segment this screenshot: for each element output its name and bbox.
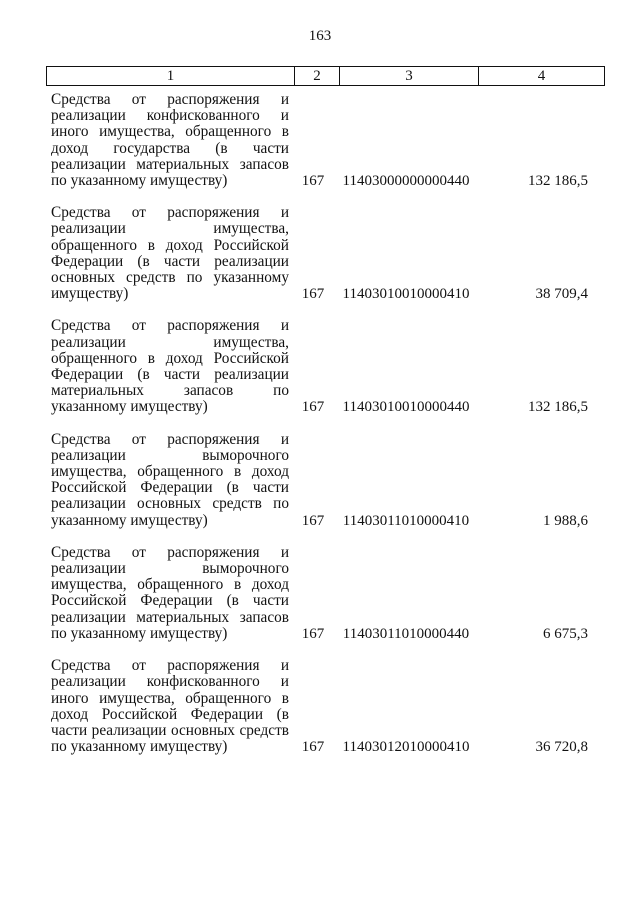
- table-body: [46, 92, 600, 771]
- row-description: Средства от распоряжения и реализации выморочного имущества, обращенного в доход Российской Федерации (в части реализации материальных запасов по указанному имуществу): [51, 543, 289, 642]
- header-col-3: 3: [340, 67, 479, 86]
- row-amount: 132 186,5: [528, 399, 588, 416]
- row-description: Средства от распоряжения и реализации конфискованного и иного имущества, обращенного в доход государства (в части реализации материальных запасов по указанному имуществу): [51, 91, 289, 190]
- row-budget-code: 11403000000000440: [342, 173, 470, 190]
- row-admin-code: 167: [301, 625, 325, 642]
- row-budget-code: 11403010010000440: [342, 399, 470, 416]
- row-description: Средства от распоряжения и реализации выморочного имущества, обращенного в доход Российской Федерации (в части реализации основных средств по указанному имуществу): [51, 430, 289, 529]
- table-header: [46, 66, 605, 86]
- row-amount: 38 709,4: [535, 286, 588, 303]
- row-amount: 1 988,6: [543, 512, 588, 529]
- row-admin-code: 167: [301, 399, 325, 416]
- table-row: [46, 432, 600, 529]
- row-description: Средства от распоряжения и реализации имущества, обращенного в доход Российской Федерации (в части реализации основных средств по указанному имуществу): [51, 204, 289, 303]
- table-row: [46, 92, 600, 189]
- row-amount: 132 186,5: [528, 173, 588, 190]
- row-admin-code: 167: [301, 739, 325, 756]
- header-col-1: 1: [47, 67, 295, 86]
- row-amount: 36 720,8: [535, 739, 588, 756]
- table-row: [46, 658, 600, 755]
- row-admin-code: 167: [301, 286, 325, 303]
- table-row: [46, 545, 600, 642]
- table-row: [46, 318, 600, 415]
- row-budget-code: 11403012010000410: [342, 739, 470, 756]
- row-admin-code: 167: [301, 173, 325, 190]
- row-budget-code: 11403011010000440: [342, 625, 470, 642]
- header-row: [47, 67, 605, 86]
- row-admin-code: 167: [301, 512, 325, 529]
- row-amount: 6 675,3: [543, 625, 588, 642]
- header-col-4: 4: [479, 67, 605, 86]
- page-number: 163: [308, 28, 332, 44]
- row-budget-code: 11403011010000410: [342, 512, 470, 529]
- row-description: Средства от распоряжения и реализации имущества, обращенного в доход Российской Федерации (в части реализации материальных запасов по указанному имуществу): [51, 317, 289, 416]
- header-col-2: 2: [295, 67, 340, 86]
- table-row: [46, 205, 600, 302]
- row-budget-code: 11403010010000410: [342, 286, 470, 303]
- row-description: Средства от распоряжения и реализации конфискованного и иного имущества, обращенного в доход Российской Федерации (в части реализации основных средств по указанному имуществу): [51, 657, 289, 756]
